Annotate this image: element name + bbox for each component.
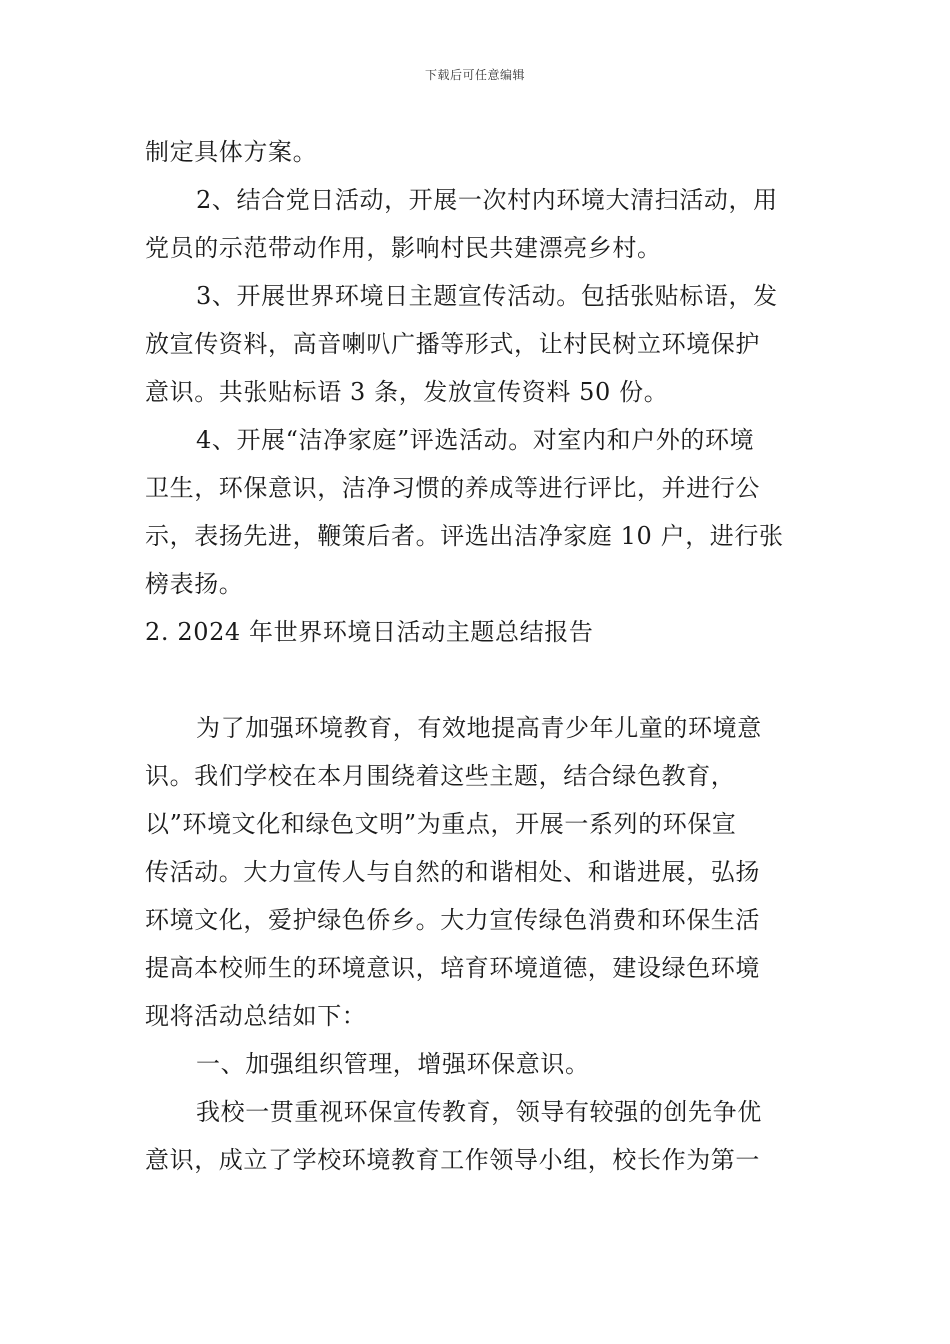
text-line: 制定具体方案。: [145, 138, 318, 166]
text-line: 传活动。大力宣传人与自然的和谐相处、和谐进展，弘扬: [145, 858, 760, 886]
text-line: 识。我们学校在本月围绕着这些主题，结合绿色教育，: [145, 762, 736, 790]
text-line: 意识，成立了学校环境教育工作领导小组，校长作为第一: [145, 1146, 760, 1174]
text-line: 为了加强环境教育，有效地提高青少年儿童的环境意: [196, 714, 762, 742]
text-line: 4、开展“洁净家庭”评选活动。对室内和户外的环境: [196, 426, 755, 454]
text-line: 2、结合党日活动，开展一次村内环境大清扫活动，用: [196, 186, 778, 214]
text-line: 放宣传资料，高音喇叭广播等形式，让村民树立环境保护: [145, 330, 760, 358]
text-line: 意识。共张贴标语 3 条，发放宣传资料 50 份。: [145, 378, 669, 406]
text-line: 提高本校师生的环境意识，培育环境道德，建设绿色环境: [145, 954, 760, 982]
subheading: 一、加强组织管理，增强环保意识。: [196, 1050, 590, 1078]
text-line: 环境文化，爱护绿色侨乡。大力宣传绿色消费和环保生活: [145, 906, 760, 934]
text-line: 3、开展世界环境日主题宣传活动。包括张贴标语，发: [196, 282, 778, 310]
text-line: 示，表扬先进，鞭策后者。评选出洁净家庭 10 户，进行张: [145, 522, 784, 550]
text-line: 以”环境文化和绿色文明”为重点，开展一系列的环保宣: [145, 810, 737, 838]
text-line: 榜表扬。: [145, 570, 244, 598]
page-header: 下载后可任意编辑: [424, 68, 525, 82]
text-line: 我校一贯重视环保宣传教育，领导有较强的创先争优: [196, 1098, 762, 1126]
blank-line: [145, 656, 810, 704]
text-line: 党员的示范带动作用，影响村民共建漂亮乡村。: [145, 234, 662, 262]
text-line: 现将活动总结如下：: [145, 1002, 367, 1030]
document-body: [145, 128, 810, 1184]
text-line: 卫生，环保意识，洁净习惯的养成等进行评比，并进行公: [145, 474, 760, 502]
section-heading: 2. 2024 年世界环境日活动主题总结报告: [145, 618, 594, 646]
